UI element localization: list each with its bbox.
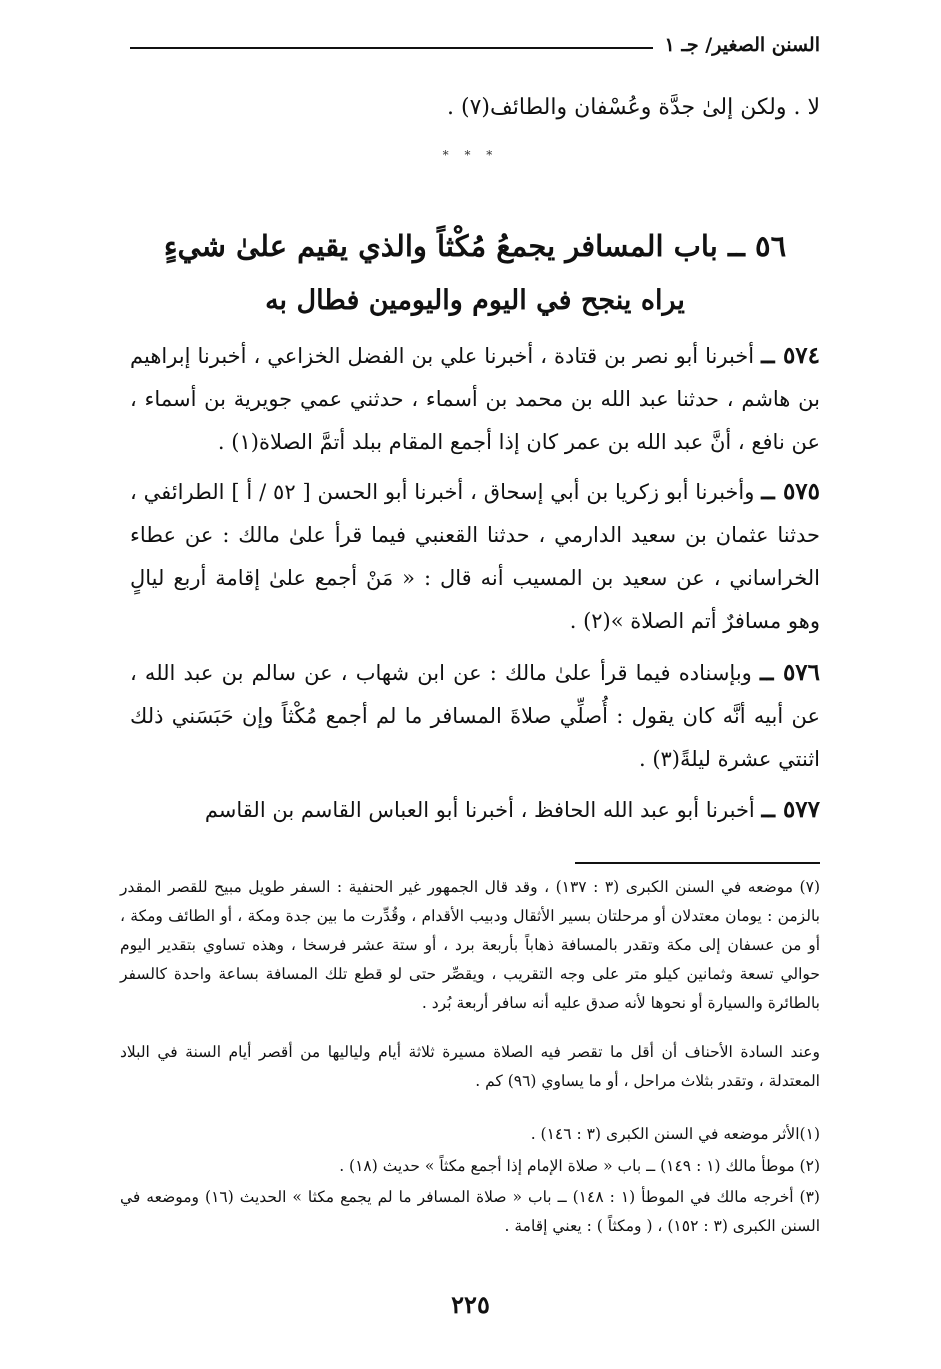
chapter-heading-line1: ٥٦ ــ باب المسافر يجمعُ مُكْثاً والذي يقيم علىٰ شيءٍ (163, 229, 787, 263)
hadith-text: وأخبرنا أبو زكريا بن أبي إسحاق ، أخبرنا أبو الحسن [ ٥٢ / أ ] الطرائفي ، حدثنا عثمان بن سعيد الدارمي ، حدثنا القعنبي فيما قرأ علىٰ مالك : عن عطاء الخراساني ، عن سعيد بن المسيب أنه قال : « مَنْ أجمع علىٰ إقامة أربع ليالٍ وهو مسافرٌ أتم الصلاة »(٢) . (130, 480, 820, 633)
hadith-574 (130, 334, 820, 464)
continuation-line: لا . ولكن إلىٰ جدَّة وعُسْفان والطائف(٧) . (447, 95, 820, 120)
chapter-heading-line2: يراه ينجح في اليوم واليومين فطال به (265, 285, 685, 316)
header-rule (130, 47, 653, 49)
footnote-3: (٣) أخرجه مالك في الموطأ (١ : ١٤٨) ــ باب « صلاة المسافر ما لم يجمع مكثا » الحديث (١٦) وموضعه في السنن الكبرى (٣ : ١٥٢) ، ( ومكثاً ) : يعني إقامة . (120, 1188, 820, 1235)
hadith-575 (130, 470, 820, 643)
footnote-7-continued: وعند السادة الأحناف أن أقل ما تقصر فيه الصلاة مسيرة ثلاثة أيام ولياليها من أقصر أيام السنة في البلاد المعتدلة ، وتقدر بثلاث مراحل ، أو ما يساوي (٩٦) كم . (120, 1043, 820, 1090)
running-header (130, 30, 820, 60)
footnote-7: (٧) موضعه في السنن الكبرى (٣ : ١٣٧) ، وقد قال الجمهور غير الحنفية : السفر طويل مبيح للقصر المقدر بالزمن : يومان معتدلان أو مرحلتان بسير الأثقال ودبيب الأقدام ، وقُدِّرت ما بين جدة ومكة ، أو الطائف ومكة ، أو من عسفان إلى مكة وتقدر بالمسافة ذهاباً بأربعة برد ، أو ستة عشر فرسخا ، وهذه تساوي بتقدير اليوم حوالي تسعة وثمانين كيلو متر على وجه التقريب ، ويقصِّر حتى لو قطع تلك المسافة بساعة واحدة كالسفر بالطائرة والسيارة أو نحوها لأنه صدق عليه أنه سافر أربعة بُرد . (120, 878, 820, 1012)
hadith-576 (130, 651, 820, 781)
hadith-577 (130, 788, 820, 832)
section-separator: * * * (442, 148, 499, 162)
hadith-text: أخبرنا أبو عبد الله الحافظ ، أخبرنا أبو العباس القاسم بن القاسم (204, 798, 755, 822)
hadith-number: ٥٧٦ ــ (759, 659, 820, 686)
hadith-text: وبإسناده فيما قرأ علىٰ مالك : عن ابن شهاب ، عن سالم بن عبد الله ، عن أبيه أنَّه كان يقول : أُصلِّي صلاةَ المسافر ما لم أجمع مُكْثاً وإن حَبَسَني ذلك اثنتي عشرة ليلةً(٣) . (130, 661, 820, 771)
footnote-1: (١)الأثر موضعه في السنن الكبرى (٣ : ١٤٦) . (530, 1125, 820, 1143)
hadith-number: ٥٧٥ ــ (761, 478, 821, 505)
hadith-number: ٥٧٧ ــ (761, 796, 820, 823)
footnote-2: (٢) موطأ مالك (١ : ١٤٩) ــ باب « صلاة الإمام إذا أجمع مكثاً » حديث (١٨) . (339, 1157, 820, 1175)
footnote-rule (575, 862, 820, 864)
hadith-text: أخبرنا أبو نصر بن قتادة ، أخبرنا علي بن الفضل الخزاعي ، أخبرنا إبراهيم بن هاشم ، حدثنا عبد الله بن محمد بن أسماء ، حدثني عمي جويرية بن أسماء ، عن نافع ، أنَّ عبد الله بن عمر كان إذا أجمع المقام ببلد أتمَّ الصلاة(١) . (130, 344, 820, 454)
header-title: السنن الصغير/ جـ ١ (664, 34, 820, 56)
hadith-number: ٥٧٤ ــ (761, 342, 820, 369)
page-number: ٢٢٥ (451, 1290, 490, 1319)
